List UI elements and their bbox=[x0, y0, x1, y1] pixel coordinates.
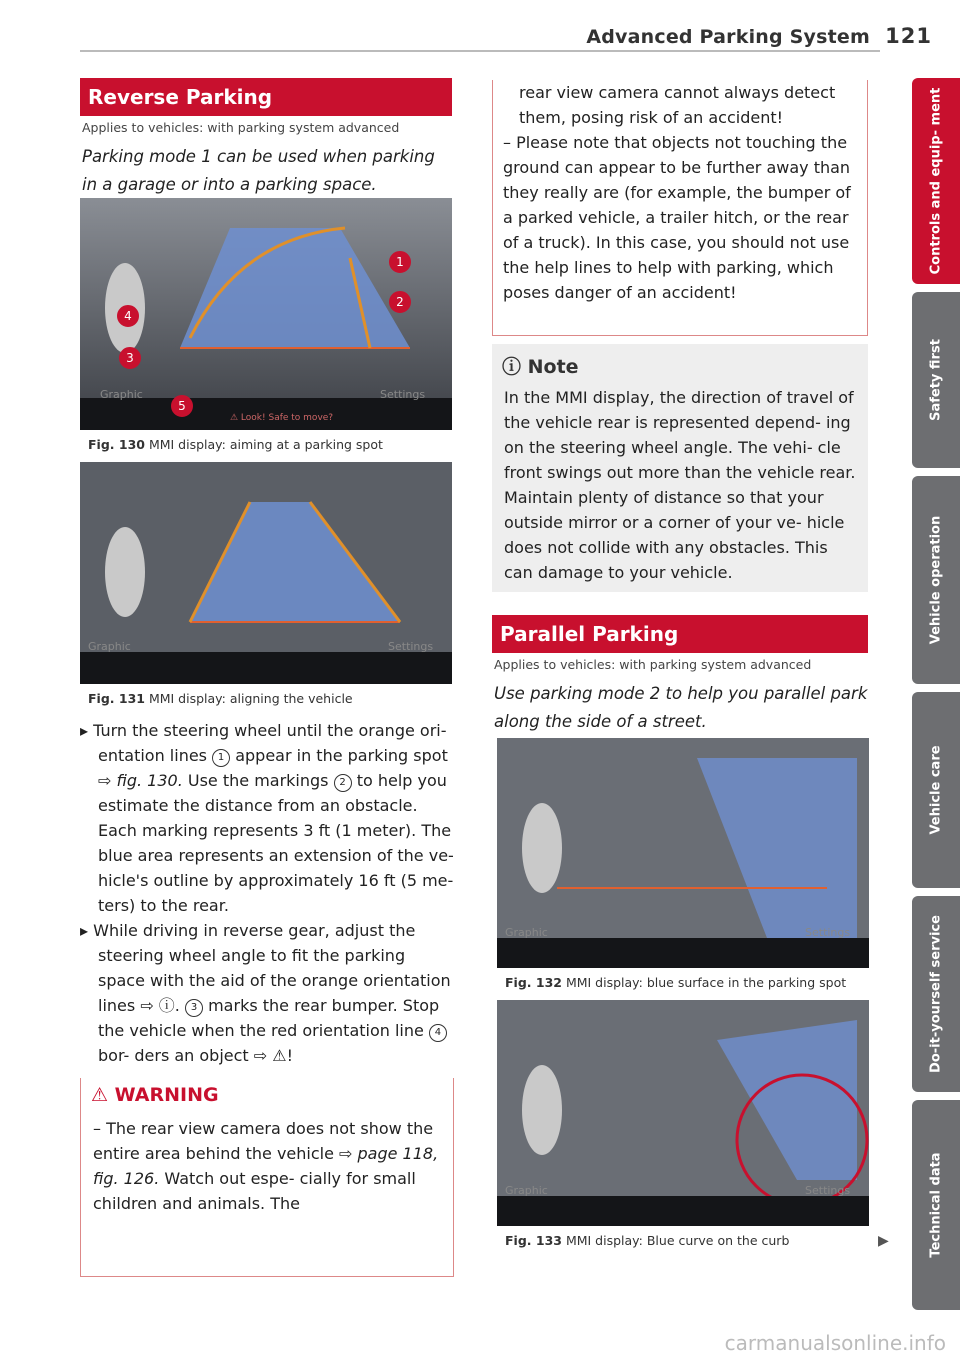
settings-label: Settings bbox=[380, 388, 426, 401]
graphic-label: Graphic bbox=[505, 926, 548, 939]
callout-2: 2 bbox=[396, 295, 404, 309]
continue-arrow-icon: ▶ bbox=[878, 1233, 889, 1249]
figure-133-image bbox=[497, 1000, 869, 1226]
tab-controls[interactable]: Controls and equip- ment bbox=[912, 78, 960, 284]
watermark: carmanualsonline.info bbox=[724, 1331, 946, 1355]
figure-132-image bbox=[497, 738, 869, 968]
figure-132-caption: Fig. 132 MMI display: blue surface in the parking spot bbox=[505, 975, 847, 990]
settings-label: Settings bbox=[805, 1184, 851, 1197]
page-number: 121 bbox=[885, 24, 932, 48]
note-box bbox=[492, 344, 868, 592]
intro-text: Use parking mode 2 to help you parallel park along the side of a street. bbox=[494, 684, 868, 731]
figure-130-image bbox=[80, 198, 452, 430]
warning-box bbox=[80, 1078, 454, 1277]
note-title: ⓘ Note bbox=[502, 356, 579, 378]
callout-4: 4 bbox=[124, 309, 132, 323]
warning-continued-text-b: – Please note that objects not touching the ground can appear to be further away than they really are (for example, the bumper of a parked vehicle, a trailer hitch, or the rear of a truck). In this case, you should not use the help lines to help with parking, which poses danger of an accident! bbox=[503, 133, 851, 302]
instruction-steps bbox=[80, 718, 455, 1068]
callout-5: 5 bbox=[178, 399, 186, 413]
tab-diy-service[interactable]: Do-it-yourself service bbox=[912, 896, 960, 1092]
tab-technical-data[interactable]: Technical data bbox=[912, 1100, 960, 1310]
mmi-display-parking-spot bbox=[80, 198, 452, 430]
tab-vehicle-care[interactable]: Vehicle care bbox=[912, 692, 960, 888]
step-2: ▸ While driving in reverse gear, adjust the steering wheel angle to fit the parking space with the aid of the orange orientation lines ⇨ ⓘ. 3 marks the rear bumper. Stop the vehicle when the red orientation line 4 bor- ders an object ⇨ ⚠! bbox=[80, 921, 451, 1065]
warning-continued-box bbox=[492, 80, 868, 336]
applies-to-text: Applies to vehicles: with parking system advanced bbox=[82, 120, 400, 135]
graphic-label: Graphic bbox=[505, 1184, 548, 1197]
figure-131-image bbox=[80, 462, 452, 684]
reverse-parking-section bbox=[80, 78, 452, 199]
alert-text: ⚠ Look! Safe to move? bbox=[230, 413, 334, 423]
intro-text: Parking mode 1 can be used when parking in a garage or into a parking space. bbox=[82, 147, 435, 194]
warning-text: – The rear view camera does not show the entire area behind the vehicle ⇨ page 118, fig. 126. Watch out espe- cially for small children and animals. The bbox=[93, 1119, 439, 1213]
warning-continued-text-a: rear view camera cannot always detect them, posing risk of an accident! bbox=[519, 83, 836, 127]
figure-130-caption: Fig. 130 MMI display: aiming at a parking spot bbox=[88, 437, 383, 452]
tab-vehicle-operation[interactable]: Vehicle operation bbox=[912, 476, 960, 684]
parallel-parking-heading: Parallel Parking bbox=[492, 615, 868, 653]
step-1: ▸ Turn the steering wheel until the orange ori- entation lines 1 appear in the parking spot ⇨ fig. 130. Use the markings 2 to help you estimate the distance from an obstacle. Each marking represents 3 ft (1 meter). The blue area represents an extension of the ve- hicle's outline by approximately 16 ft (5 me- ters) to the rear. bbox=[80, 721, 454, 915]
mmi-display-aligning bbox=[80, 462, 452, 684]
settings-label: Settings bbox=[805, 926, 851, 939]
graphic-label: Graphic bbox=[88, 640, 131, 653]
header-rule bbox=[80, 50, 880, 52]
applies-to-text: Applies to vehicles: with parking system advanced bbox=[494, 657, 812, 672]
callout-3: 3 bbox=[126, 351, 134, 365]
figure-131-caption: Fig. 131 MMI display: aligning the vehicle bbox=[88, 691, 353, 706]
warning-title: ⚠ WARNING bbox=[91, 1084, 219, 1106]
mmi-display-blue-curve bbox=[497, 1000, 869, 1226]
reverse-parking-heading: Reverse Parking bbox=[80, 78, 452, 116]
note-text: In the MMI display, the direction of travel of the vehicle rear is represented depend- ing on the steering wheel angle. The vehi- cle front swings out more than the vehicle rear. Maintain plenty of distance so that your outside mirror or a corner of your ve- hicle does not collide with any obstacles. This can damage to your vehicle. bbox=[504, 388, 856, 582]
running-header-title: Advanced Parking System bbox=[586, 26, 870, 48]
settings-label: Settings bbox=[388, 640, 434, 653]
callout-1: 1 bbox=[396, 255, 404, 269]
figure-133-caption: Fig. 133 MMI display: Blue curve on the curb bbox=[505, 1233, 790, 1248]
mmi-display-blue-surface bbox=[497, 738, 869, 968]
graphic-label: Graphic bbox=[100, 388, 143, 401]
parallel-parking-section bbox=[492, 615, 868, 736]
note-icon: ⓘ bbox=[502, 356, 522, 378]
tab-safety[interactable]: Safety first bbox=[912, 292, 960, 468]
